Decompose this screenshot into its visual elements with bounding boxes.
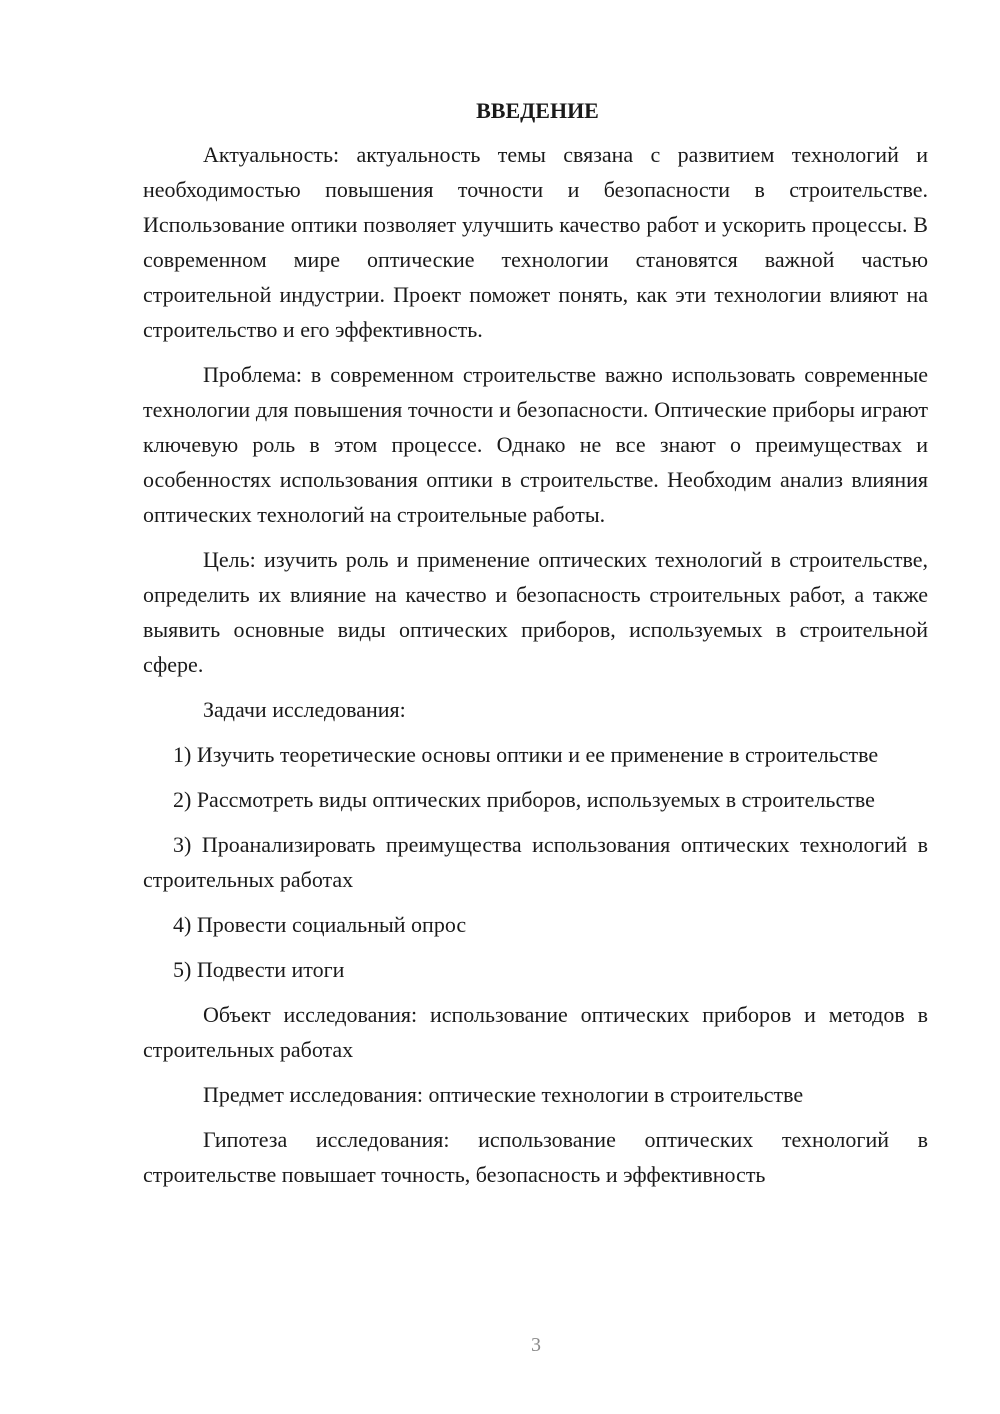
- document-page: [143, 96, 928, 1202]
- task-item-3: 3) Проанализировать преимущества использования оптических технологий в строительных работах: [143, 832, 928, 892]
- tasks-heading: Задачи исследования:: [203, 697, 406, 722]
- task-item-5: 5) Подвести итоги: [173, 957, 345, 982]
- page-number: 3: [531, 1334, 541, 1356]
- problem-paragraph: Проблема: в современном строительстве важно использовать современные технологии для повышения точности и безопасности. Оптические приборы играют ключевую роль в этом процессе. Однако не все знают о преимуществах и особенностях использования оптики в строительстве. Необходим анализ влияния оптических технологий на строительные работы.: [143, 362, 928, 527]
- relevance-paragraph: Актуальность: актуальность темы связана с развитием технологий и необходимостью повышения точности и безопасности в строительстве. Использование оптики позволяет улучшить качество работ и ускорить процессы. В современном мире оптические технологии становятся важной частью строительной индустрии. Проект поможет понять, как эти технологии влияют на строительство и его эффективность.: [143, 142, 928, 342]
- task-item-2: 2) Рассмотреть виды оптических приборов, используемых в строительстве: [173, 787, 875, 812]
- task-item-4: 4) Провести социальный опрос: [173, 912, 467, 937]
- subject-paragraph: Предмет исследования: оптические технологии в строительстве: [203, 1082, 804, 1107]
- object-paragraph: Объект исследования: использование оптических приборов и методов в строительных работах: [143, 1002, 928, 1062]
- task-item-1: 1) Изучить теоретические основы оптики и ее применение в строительстве: [173, 742, 879, 767]
- page-title: ВВЕДЕНИЕ: [476, 98, 599, 123]
- hypothesis-paragraph: Гипотеза исследования: использование оптических технологий в строительстве повышает точность, безопасность и эффективность: [143, 1127, 928, 1187]
- goal-paragraph: Цель: изучить роль и применение оптических технологий в строительстве, определить их влияние на качество и безопасность строительных работ, а также выявить основные виды оптических приборов, используемых в строительной сфере.: [143, 547, 928, 677]
